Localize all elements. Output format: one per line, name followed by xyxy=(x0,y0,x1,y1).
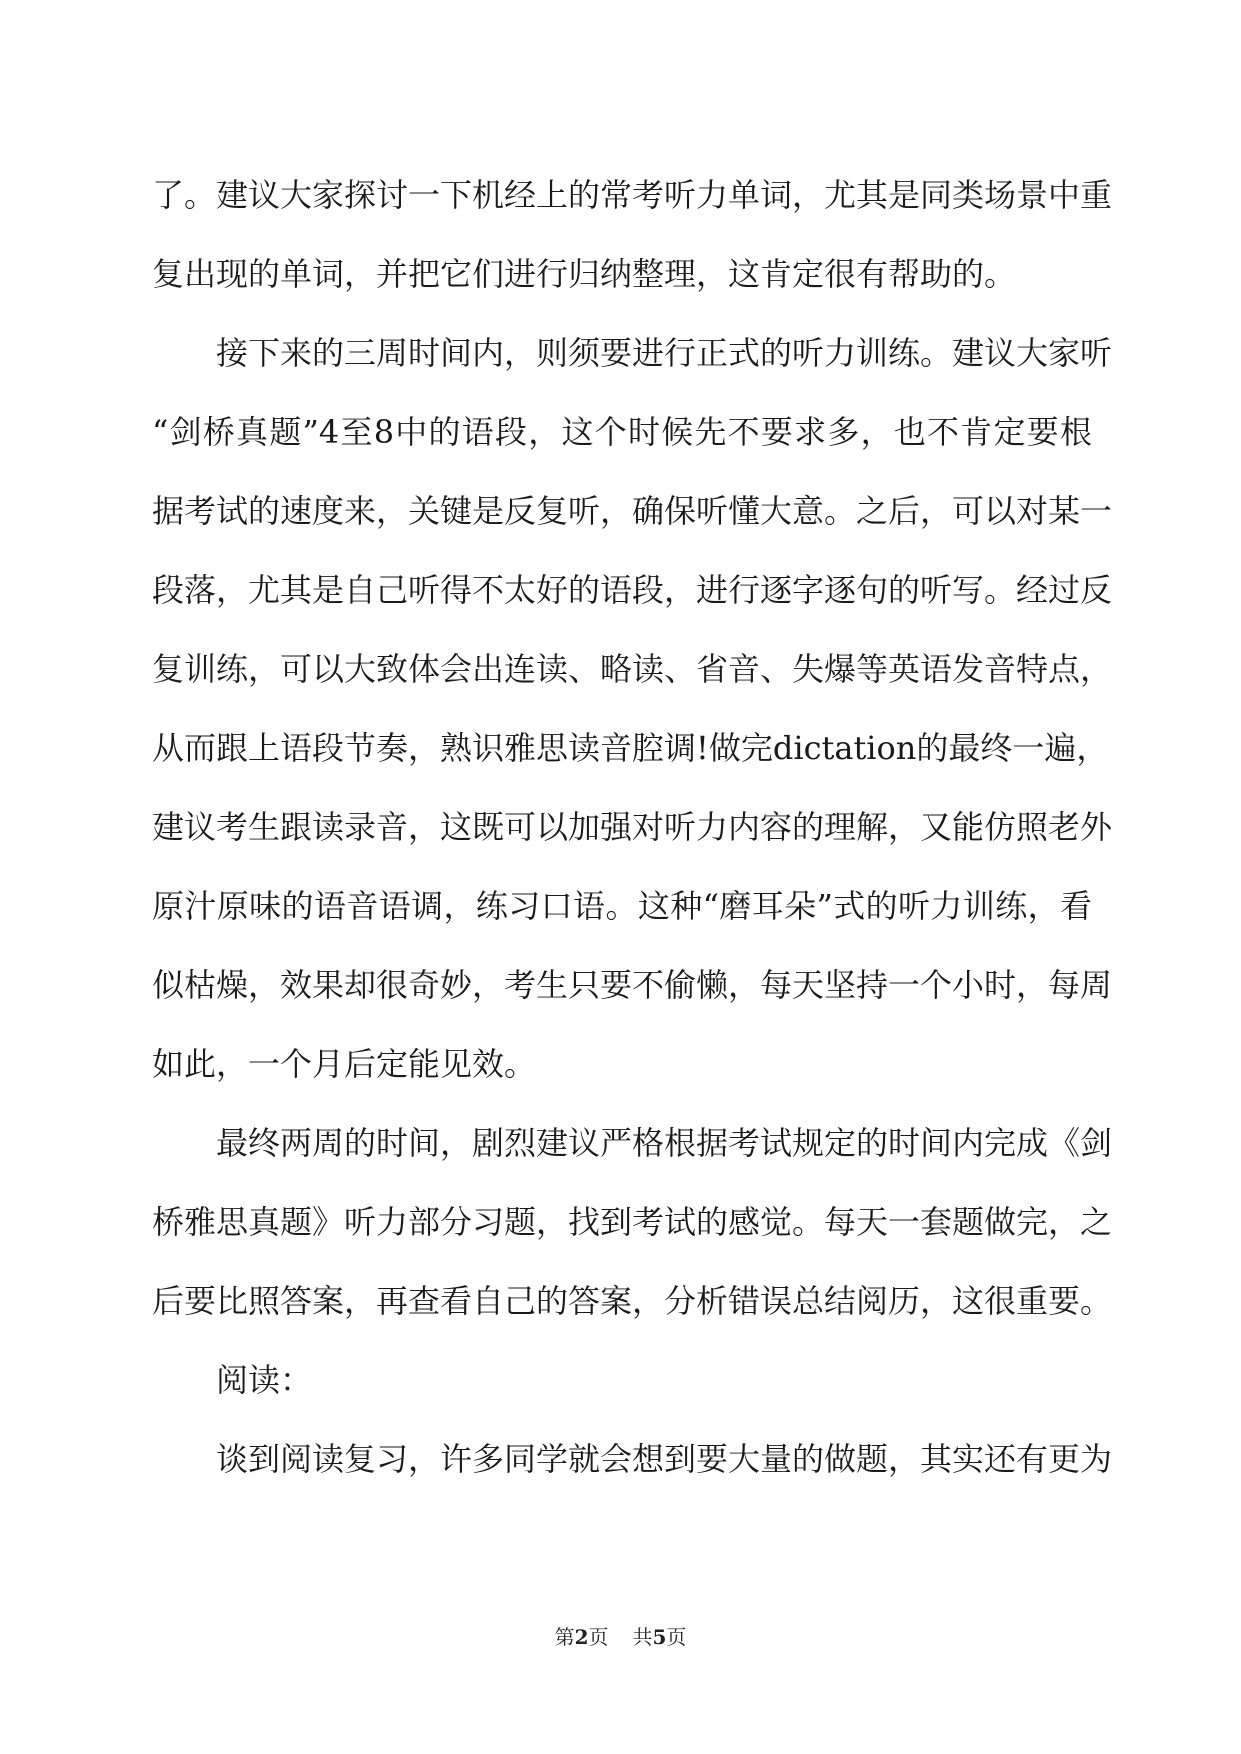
text-line: 阅读： xyxy=(216,1361,313,1399)
text-line: 最终两周的时间，剧烈建议严格根据考试规定的时间内完成《剑 xyxy=(216,1124,1113,1162)
text-line: 段落，尤其是自己听得不太好的语段，进行逐字逐句的听写。经过反 xyxy=(152,571,1113,609)
text-line: 似枯燥，效果却很奇妙，考生只要不偷懒，每天坚持一个小时，每周 xyxy=(152,966,1113,1004)
text-line: 谈到阅读复习，许多同学就会想到要大量的做题，其实还有更为 xyxy=(216,1440,1113,1478)
text-line: 据考试的速度来，关键是反复听，确保听懂大意。之后，可以对某一 xyxy=(152,492,1113,530)
text-line: 从而跟上语段节奏，熟识雅思读音腔调!做完dictation的最终一遍， xyxy=(152,729,1109,767)
text-line: 复训练，可以大致体会出连读、略读、省音、失爆等英语发音特点， xyxy=(152,650,1113,688)
text-line: 建议考生跟读录音，这既可以加强对听力内容的理解，又能仿照老外 xyxy=(152,808,1113,846)
page-number: 第2页 xyxy=(554,1625,609,1649)
text-line: 桥雅思真题》听力部分习题，找到考试的感觉。每天一套题做完，之 xyxy=(152,1203,1113,1241)
text-line: 后要比照答案，再查看自己的答案，分析错误总结阅历，这很重要。 xyxy=(152,1282,1113,1320)
text-line: 复出现的单词，并把它们进行归纳整理，这肯定很有帮助的。 xyxy=(152,255,1017,293)
text-line: 原汁原味的语音语调，练习口语。这种“磨耳朵”式的听力训练，看 xyxy=(152,887,1092,925)
text-line: 接下来的三周时间内，则须要进行正式的听力训练。建议大家听 xyxy=(216,334,1113,372)
text-line: 如此，一个月后定能见效。 xyxy=(152,1045,537,1083)
text-line: 了。建议大家探讨一下机经上的常考听力单词，尤其是同类场景中重 xyxy=(152,176,1113,214)
document-body xyxy=(152,156,1113,1499)
text-line: “剑桥真题”4至8中的语段，这个时候先不要求多，也不肯定要根 xyxy=(152,413,1092,451)
page-total: 共5页 xyxy=(632,1625,687,1649)
page-footer xyxy=(0,1623,1241,1651)
